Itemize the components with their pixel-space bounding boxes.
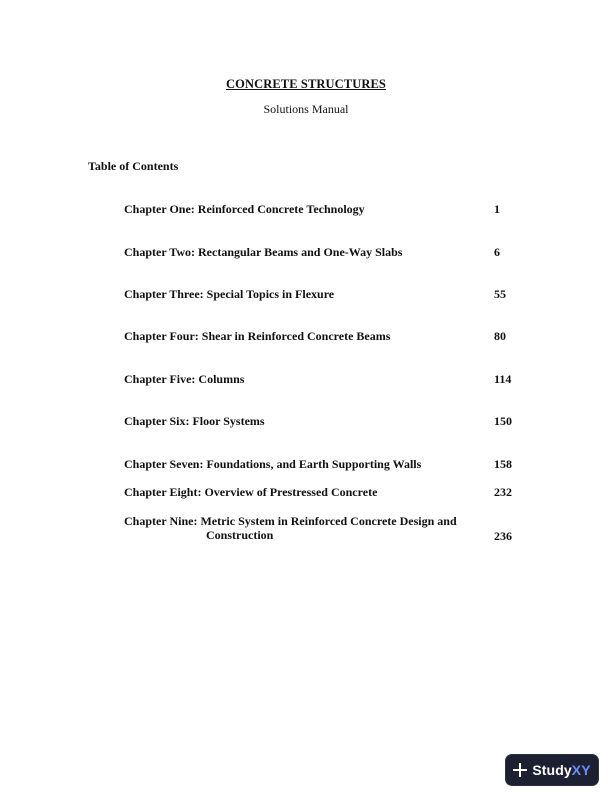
toc-entry-title: Chapter Five: Columns — [124, 372, 245, 386]
toc-entry-title: Chapter Eight: Overview of Prestressed Concrete — [124, 485, 378, 499]
document-title: CONCRETE STRUCTURES — [226, 77, 386, 91]
toc-entry-page: 150 — [494, 414, 512, 428]
toc-entry-title: Chapter Six: Floor Systems — [124, 414, 265, 428]
toc-entry-title: Chapter Three: Special Topics in Flexure — [124, 287, 335, 301]
toc-entry — [124, 372, 524, 406]
studyxy-watermark-badge[interactable] — [506, 755, 598, 785]
watermark-text-accent: XY — [571, 762, 591, 778]
toc-entry-title: Chapter Nine: Metric System in Reinforced Concrete Design and — [124, 514, 457, 528]
toc-entry-page: 55 — [494, 287, 506, 301]
plus-icon — [513, 763, 527, 777]
toc-entry — [124, 329, 524, 363]
toc-heading: Table of Contents — [88, 159, 179, 173]
toc-entry-title: Chapter Four: Shear in Reinforced Concrete Beams — [124, 329, 391, 343]
toc-entry-page: 1 — [494, 202, 500, 216]
toc-entry-page: 236 — [494, 529, 512, 543]
watermark-text-main: Study — [532, 762, 572, 778]
toc-entry-title-continuation: Construction — [206, 528, 274, 542]
toc-entry — [124, 514, 524, 548]
toc-entry — [124, 287, 524, 321]
watermark-label — [532, 762, 590, 778]
document-subtitle: Solutions Manual — [263, 102, 349, 116]
toc-entry-title: Chapter Seven: Foundations, and Earth Supporting Walls — [124, 457, 422, 471]
toc-entry — [124, 202, 524, 236]
toc-entry-page: 232 — [494, 485, 512, 499]
toc-entry-page: 6 — [494, 245, 500, 259]
toc-entry-title: Chapter One: Reinforced Concrete Technology — [124, 202, 365, 216]
toc-entry — [124, 245, 524, 279]
toc-entry-page: 80 — [494, 329, 506, 343]
toc-entry-page: 158 — [494, 457, 512, 471]
toc-entry-page: 114 — [494, 372, 512, 386]
toc-entry-title: Chapter Two: Rectangular Beams and One-Way Slabs — [124, 245, 403, 259]
toc-entry — [124, 414, 524, 448]
